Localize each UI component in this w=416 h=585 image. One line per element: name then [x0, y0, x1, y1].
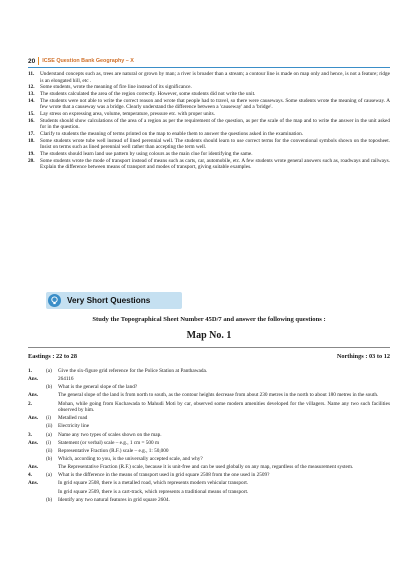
qa-sub: [46, 376, 58, 383]
qa-sub: (b): [46, 496, 53, 503]
qa-number: [28, 456, 46, 463]
qa-text: Name any two types of scales shown on the map.: [58, 431, 162, 438]
qa-sub: (a): [46, 472, 52, 479]
qa-row: [28, 401, 390, 414]
section-title: Very Short Questions: [67, 296, 151, 305]
tip-text: Some students wrote the mode of transport instead of means such as carts, car, automobile, etc. A few students wrote general answers such as, roadways and railways. Explain the difference between means of transport and modes of transport, giving suitable examples.: [40, 157, 390, 171]
question-answer-list: [28, 368, 390, 505]
tip-number: 15.: [28, 111, 35, 118]
qa-sub: (ii): [46, 423, 53, 430]
map-title: Map No. 1: [186, 330, 232, 341]
qa-row: [28, 392, 390, 399]
qa-number: Ans.: [28, 464, 39, 471]
qa-row: [28, 464, 390, 471]
qa-row: [28, 440, 390, 447]
instruction-text: Study the Topographical Sheet Number 45D/7 and answer the following questions :: [92, 316, 326, 323]
qa-sub: [46, 401, 58, 414]
qa-row: [28, 432, 390, 439]
question-bulb-icon: [48, 294, 61, 307]
qa-number: Ans.: [28, 415, 39, 422]
qa-sub: [46, 392, 58, 399]
qa-sub: [46, 464, 58, 471]
qa-row: [28, 368, 390, 375]
tip-text: The students should learn land use pattern by using colours as the main clue for identifying the same.: [40, 151, 253, 158]
qa-number: Ans.: [28, 376, 39, 383]
qa-row: [28, 456, 390, 463]
tip-text: Understand concepts such as, trees are natural or grown by man; a river is broader than a stream; a contour line is made on map only and hence, is not a feature; ridge is an elongated hill, etc .: [40, 71, 390, 84]
map-rule: [28, 347, 390, 348]
qa-number: 4.: [28, 472, 32, 479]
qa-number: [28, 489, 46, 496]
qa-sub: (b): [46, 455, 53, 462]
tip-text: Students should show calculations of the area of a region as per the requirement of the question, as per the scale of the map and to write the answer in the unit asked for in the question.: [40, 117, 390, 131]
qa-number: [28, 384, 46, 391]
tip-text: The students calculated the area of the region correctly. However, some students did not write the unit.: [40, 91, 256, 98]
tip-number: 17.: [28, 131, 35, 138]
qa-row: [28, 423, 390, 430]
qa-number: [28, 497, 46, 504]
qa-sub: (ii): [46, 447, 53, 454]
tip-item: [28, 91, 390, 98]
tip-number: 20.: [28, 157, 35, 164]
qa-text: Electricity line: [58, 423, 90, 430]
tip-text: The students were not able to write the correct reason and wrote that people had to travel, so there were causeways. Some students wrote the meaning of causeway. A few wrote that a causeway was a bridge. Clearly understand the difference between a 'causeway' and a 'bridge'.: [40, 97, 390, 111]
tip-item: [28, 138, 390, 151]
tip-number: 11.: [28, 71, 35, 77]
qa-text: Representative Fraction (R.F.) scale – e.g., 1: 50,000: [58, 447, 169, 454]
eastings-label: Eastings : 22 to 28: [28, 353, 77, 360]
qa-text: What is the difference in the means of transport used in grid square 2508 from the one used in 2509?: [58, 472, 270, 479]
page-number: 20: [28, 57, 36, 65]
tip-number: 12.: [28, 84, 35, 91]
qa-text: Metalled road: [58, 415, 88, 422]
examiner-tips-list: [28, 71, 390, 171]
qa-text: 264116: [58, 376, 74, 383]
qa-sub: (i): [46, 439, 51, 446]
qa-number: Ans.: [28, 392, 39, 399]
qa-number: Ans.: [28, 480, 39, 487]
qa-sub: (b): [46, 384, 53, 391]
qa-text: In grid square 2508, there is a metalled road, which represents modern vehicular transport.: [58, 480, 249, 487]
qa-sub: [46, 489, 58, 496]
qa-text: Which, according to you, is the universally accepted scale, and why?: [58, 455, 203, 462]
qa-row: [28, 448, 390, 455]
tip-item: [28, 84, 390, 91]
tip-item: [28, 131, 390, 138]
qa-sub: (i): [46, 415, 51, 422]
tip-item: [28, 118, 390, 131]
qa-row: [28, 489, 390, 496]
qa-number: 1.: [28, 368, 32, 374]
qa-row: [28, 480, 390, 487]
qa-row: [28, 384, 390, 391]
tip-text: Clarify to students the meaning of terms printed on the map to enable them to answer the questions asked in the examination.: [40, 131, 304, 138]
tip-number: 13.: [28, 91, 35, 98]
qa-number: Ans.: [28, 439, 39, 446]
header-rule: [28, 67, 390, 68]
qa-text: Statement (or verbal) scale – e.g., 1 cm = 500 m: [58, 439, 160, 446]
qa-text: Mohan, while going from Kuchawada to Mahudi Moti by car, observed some modern amenities developed for the villagers. Name any two such facilities observed by him.: [58, 400, 390, 414]
qa-number: 3.: [28, 431, 32, 438]
tip-item: [28, 98, 390, 111]
qa-text: The Representative Fraction (R.F.) scale, because it is unit-free and can be used globally on any map, regardless of the measurement system.: [58, 464, 354, 471]
qa-text: The general slope of the land is from north to south, as the contour heights decrease from about 230 metres in the north to about 180 metres in the south.: [58, 392, 379, 399]
qa-row: [28, 376, 390, 383]
header-divider: [38, 57, 39, 65]
northings-label: Northings : 03 to 12: [336, 353, 390, 360]
tip-number: 19.: [28, 151, 35, 158]
section-banner: [46, 292, 182, 309]
tip-item: [28, 151, 390, 158]
qa-number: [28, 448, 46, 455]
qa-sub: (a): [46, 368, 52, 374]
book-title: ICSE Question Bank Geography – X: [42, 58, 134, 64]
page-header: [28, 56, 390, 66]
qa-row: [28, 472, 390, 479]
tip-item: [28, 111, 390, 118]
qa-number: 2.: [28, 400, 32, 407]
tip-number: 14.: [28, 97, 35, 104]
tip-number: 16.: [28, 117, 35, 124]
qa-row: [28, 415, 390, 422]
qa-sub: [46, 480, 58, 487]
tip-text: Some students, wrote the meaning of fire line instead of its significance.: [40, 84, 192, 91]
qa-text: Give the six-figure grid reference for the Police Station at Panthawada.: [58, 368, 208, 374]
qa-text: What is the general slope of the land?: [58, 384, 138, 391]
tip-text: Lay stress on expressing area, volume, temperature, pressure etc. with proper units.: [40, 111, 215, 118]
tip-text: Some students wrote tube well instead of lined perennial well. The students should learn to use correct terms for the conventional symbols shown on the toposheet. Insist on terms such as lined perennial well rather than accepting the term well.: [40, 137, 390, 151]
qa-number: [28, 423, 46, 430]
tip-item: [28, 158, 390, 171]
qa-sub: (a): [46, 431, 52, 438]
qa-row: [28, 497, 390, 504]
tip-number: 18.: [28, 137, 35, 144]
qa-text: In grid square 2509, there is a cart-track, which represents a traditional means of transport.: [58, 488, 249, 495]
tip-item: [28, 71, 390, 84]
qa-text: Identify any two natural features in grid square 2604.: [58, 496, 170, 503]
